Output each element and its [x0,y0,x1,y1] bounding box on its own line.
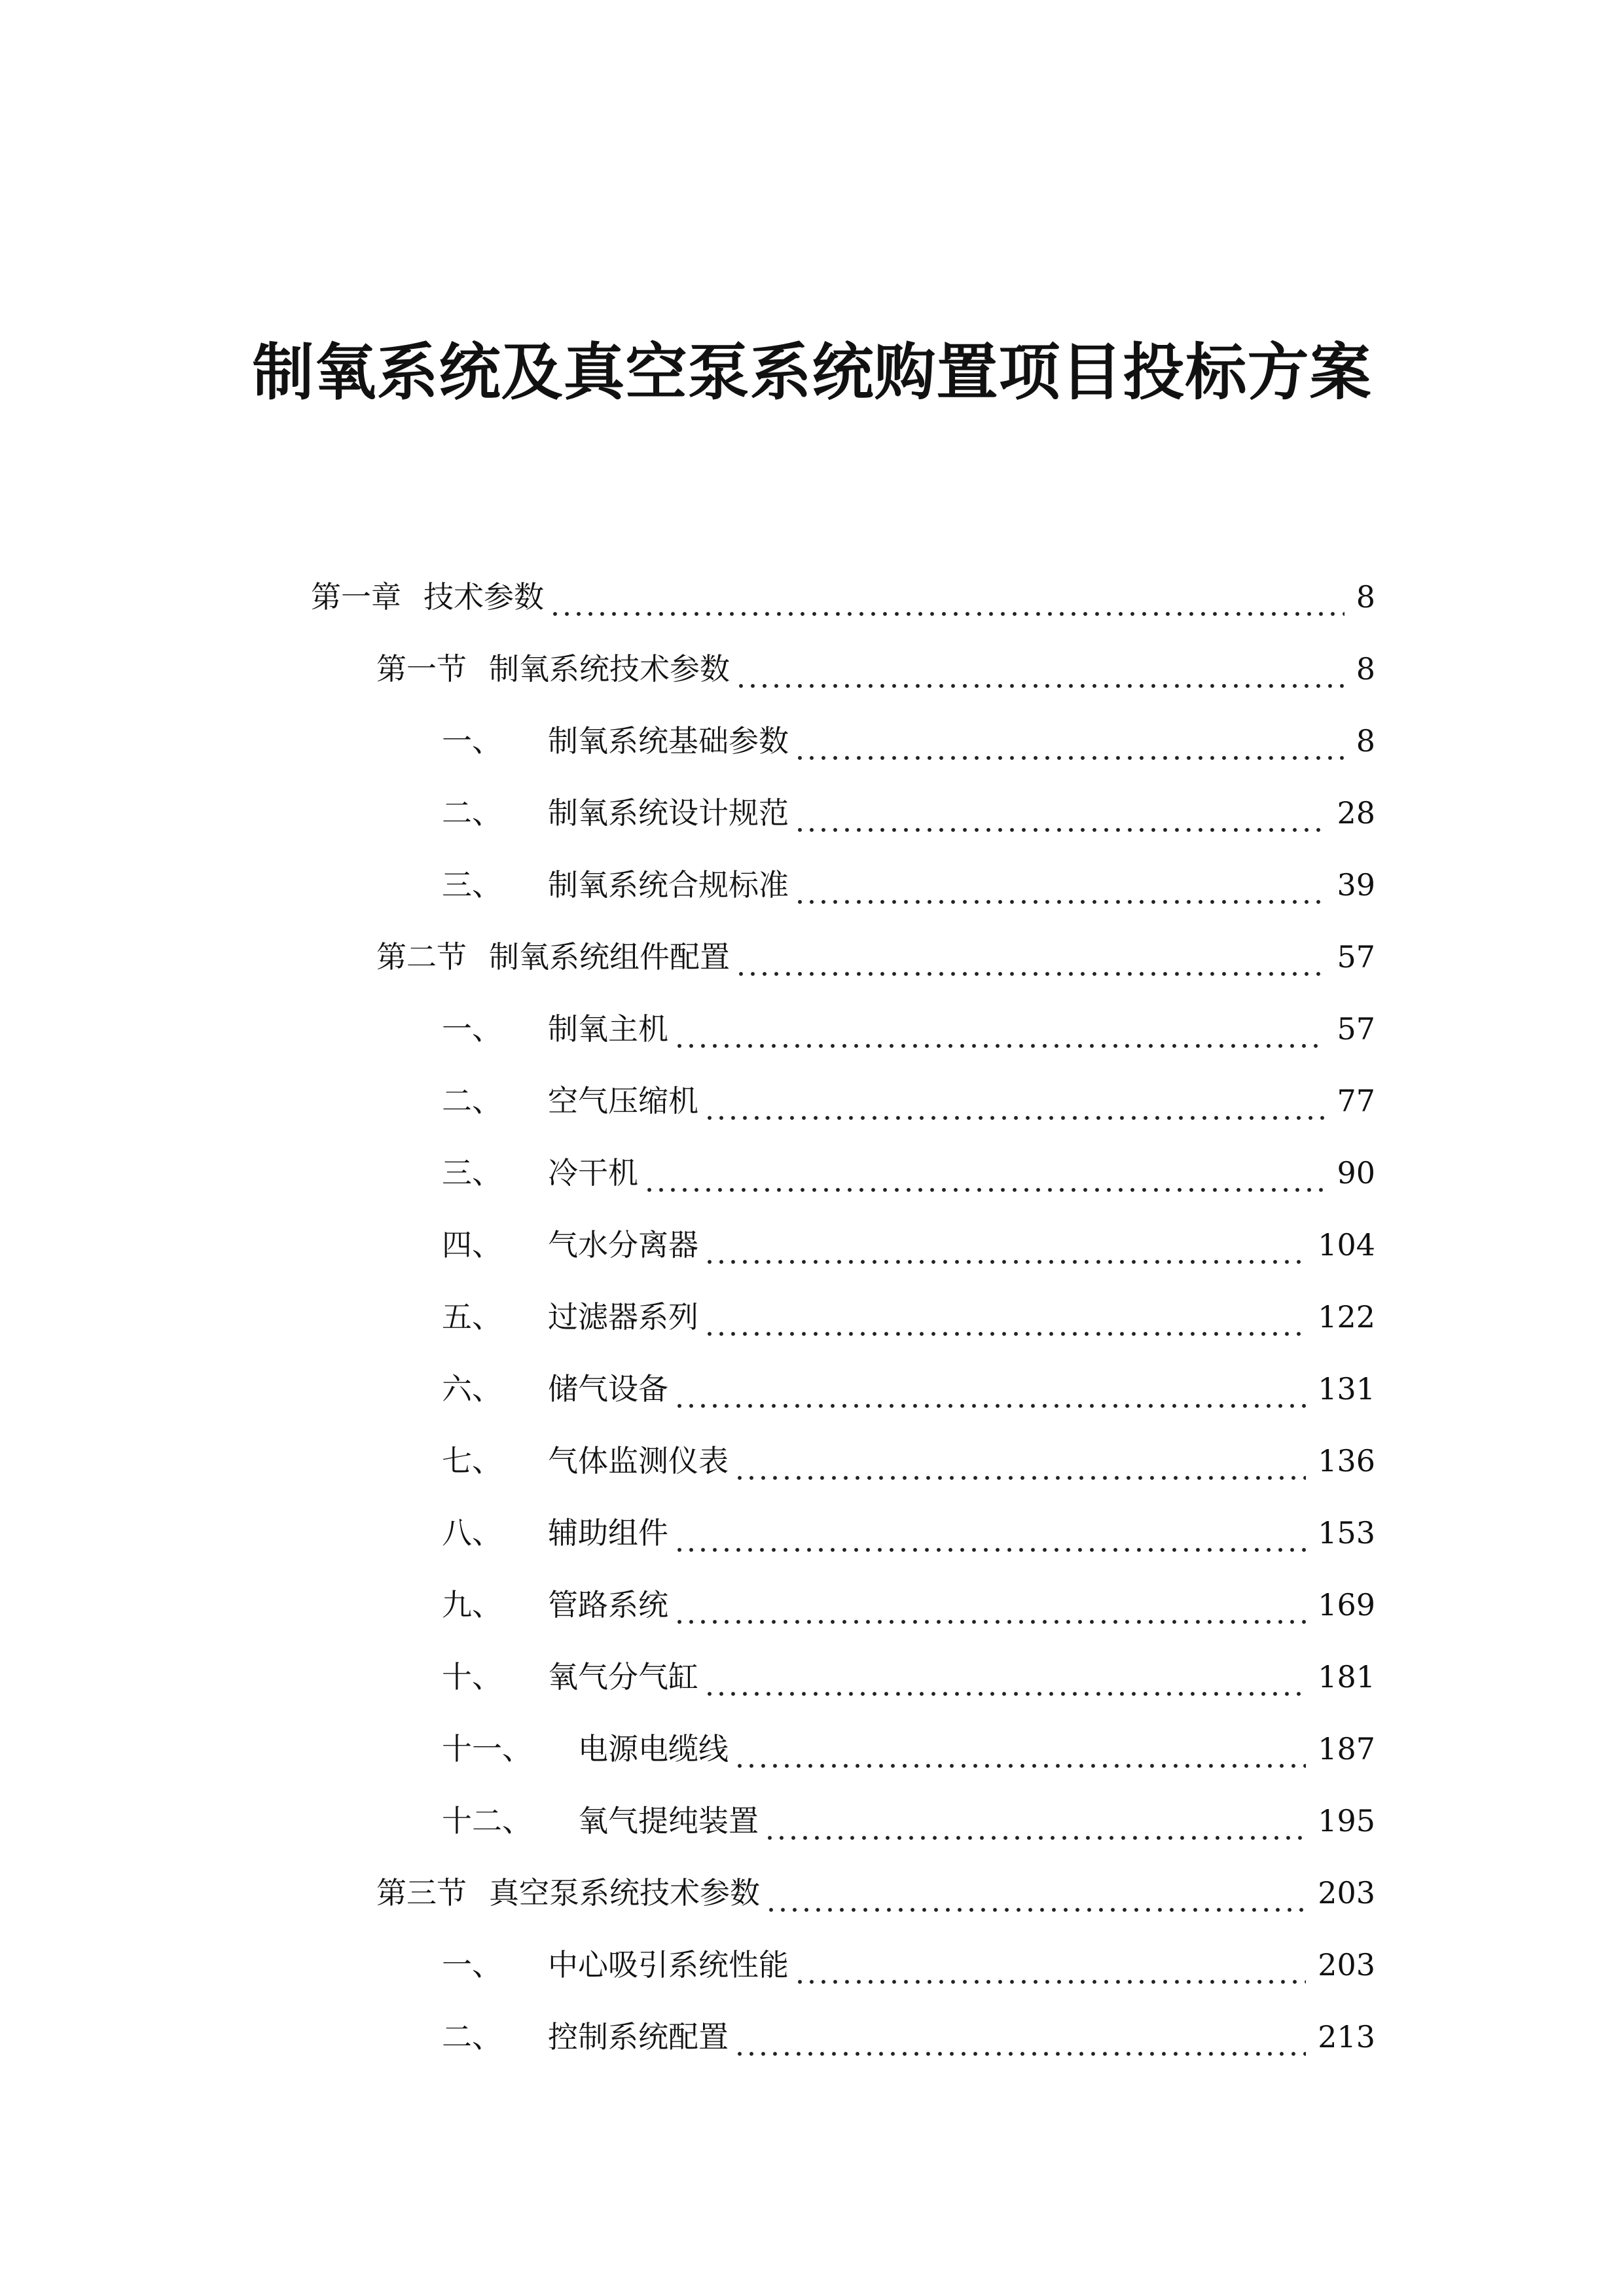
toc-entry-number: 十一、 [442,1731,532,1767]
toc-item[interactable] [442,715,1375,767]
toc-page-number: 8 [1356,651,1375,687]
toc-dot-leader [794,787,1325,839]
toc-entry-label [376,643,730,695]
toc-entry-number: 六、 [442,1371,502,1407]
toc-item[interactable] [442,1795,1375,1847]
toc-entry-title: 制氧主机 [548,1011,668,1047]
toc-entry-title: 电源电缆线 [578,1731,729,1767]
toc-dot-leader [764,1795,1306,1847]
toc-entry-title: 过滤器系列 [548,1299,698,1335]
toc-dot-leader [704,1219,1306,1271]
toc-page-number: 187 [1318,1731,1375,1767]
toc-dot-leader [734,2011,1306,2063]
toc-dot-leader [704,1075,1325,1127]
toc-entry-title: 制氧系统设计规范 [548,795,789,831]
toc-entry-label [442,787,789,839]
toc-entry-number: 第二节 [376,939,467,975]
toc-entry-label [442,1075,698,1127]
toc-entry-title: 氧气分气缸 [548,1659,698,1695]
toc-entry-title: 气体监测仪表 [548,1443,729,1479]
toc-entry-title: 中心吸引系统性能 [548,1947,789,1982]
toc-item[interactable] [442,1723,1375,1775]
toc-entry-number: 七、 [442,1443,502,1479]
toc-page-number: 104 [1318,1227,1375,1263]
toc-entry-number: 一、 [442,1011,502,1047]
toc-entry-label [442,1795,759,1847]
toc-page-number: 213 [1318,2019,1375,2054]
toc-dot-leader [734,1435,1306,1487]
toc-entry-label [442,2011,729,2063]
toc-section-3[interactable] [376,1867,1375,1919]
toc-chapter-1[interactable] [311,571,1375,623]
toc-entry-label [442,1507,668,1559]
toc-dot-leader [674,1507,1306,1559]
toc-entry-title: 制氧系统技术参数 [489,651,730,687]
toc-entry-number: 二、 [442,2019,502,2054]
toc-entry-title: 真空泵系统技术参数 [489,1875,760,1910]
toc-entry-label [311,571,544,623]
toc-item[interactable] [442,1939,1375,1991]
toc-entry-number: 三、 [442,867,502,903]
toc-dot-leader [735,643,1344,695]
toc-entry-label [442,715,789,767]
toc-section-2[interactable] [376,931,1375,983]
toc-item[interactable] [442,859,1375,911]
toc-entry-label [376,1867,760,1919]
toc-page-number: 195 [1318,1803,1375,1839]
toc-entry-title: 控制系统配置 [548,2019,729,2054]
toc-entry-number: 第一章 [311,579,401,615]
toc-item[interactable] [442,1075,1375,1127]
toc-page-number: 28 [1337,795,1375,831]
toc-entry-title: 制氧系统组件配置 [489,939,730,975]
toc-dot-leader [794,715,1344,767]
toc-dot-leader [704,1291,1306,1343]
toc-item[interactable] [442,2011,1375,2063]
toc-entry-number: 十、 [442,1659,502,1695]
toc-page-number: 136 [1318,1443,1375,1479]
toc-entry-label [376,931,730,983]
toc-dot-leader [794,1939,1306,1991]
toc-item[interactable] [442,1003,1375,1055]
toc-page-number: 169 [1318,1587,1375,1623]
toc-entry-title: 气水分离器 [548,1227,698,1263]
toc-entry-title: 氧气提纯装置 [578,1803,759,1839]
toc-dot-leader [794,859,1325,911]
toc-item[interactable] [442,1579,1375,1631]
toc-entry-title: 技术参数 [424,579,544,615]
toc-entry-number: 第一节 [376,651,467,687]
toc-item[interactable] [442,1147,1375,1199]
toc-item[interactable] [442,1507,1375,1559]
toc-dot-leader [674,1363,1306,1415]
toc-item[interactable] [442,1363,1375,1415]
toc-entry-title: 冷干机 [548,1155,638,1191]
toc-entry-label [442,859,789,911]
toc-entry-title: 空气压缩机 [548,1083,698,1119]
toc-page-number: 122 [1318,1299,1375,1335]
toc-item[interactable] [442,1651,1375,1703]
toc-entry-number: 九、 [442,1587,502,1623]
toc-entry-number: 二、 [442,795,502,831]
toc-entry-number: 三、 [442,1155,502,1191]
toc-entry-label [442,1147,638,1199]
toc-entry-number: 第三节 [376,1875,467,1910]
toc-entry-label [442,1363,668,1415]
toc-dot-leader [643,1147,1325,1199]
toc-page-number: 203 [1318,1875,1375,1910]
toc-page-number: 8 [1356,579,1375,615]
toc-entry-number: 五、 [442,1299,502,1335]
toc-entry-title: 管路系统 [548,1587,668,1623]
toc-section-1[interactable] [376,643,1375,695]
toc-item[interactable] [442,1219,1375,1271]
toc-entry-number: 一、 [442,1947,502,1982]
toc-dot-leader [734,1723,1306,1775]
toc-page-number: 39 [1337,867,1375,903]
toc-page-number: 181 [1318,1659,1375,1695]
toc-page-number: 57 [1337,1011,1375,1047]
toc-entry-label [442,1003,668,1055]
toc-page-number: 8 [1356,723,1375,759]
toc-entry-title: 制氧系统合规标准 [548,867,789,903]
toc-entry-label [442,1723,729,1775]
toc-page-number: 131 [1318,1371,1375,1407]
toc-entry-title: 储气设备 [548,1371,668,1407]
toc-entry-title: 制氧系统基础参数 [548,723,789,759]
toc-entry-number: 二、 [442,1083,502,1119]
toc-dot-leader [704,1651,1306,1703]
toc-dot-leader [735,931,1325,983]
toc-dot-leader [674,1579,1306,1631]
toc-dot-leader [674,1003,1325,1055]
toc-page-number: 90 [1337,1155,1375,1191]
toc-entry-label [442,1939,789,1991]
toc-entry-label [442,1219,698,1271]
toc-entry-label [442,1651,698,1703]
toc-dot-leader [549,571,1344,623]
toc-entry-title: 辅助组件 [548,1515,668,1551]
toc-entry-number: 十二、 [442,1803,532,1839]
toc-page-number: 77 [1337,1083,1375,1119]
toc-item[interactable] [442,1291,1375,1343]
toc-entry-number: 一、 [442,723,502,759]
toc-entry-label [442,1291,698,1343]
toc-entry-number: 八、 [442,1515,502,1551]
document-title: 制氧系统及真空泵系统购置项目投标方案 [252,337,1372,408]
toc-entry-label [442,1435,729,1487]
toc-page-number: 153 [1318,1515,1375,1551]
toc-entry-number: 四、 [442,1227,502,1263]
toc-dot-leader [765,1867,1306,1919]
toc-page-number: 203 [1318,1947,1375,1982]
toc-entry-label [442,1579,668,1631]
toc-page-number: 57 [1337,939,1375,975]
toc-item[interactable] [442,1435,1375,1487]
toc-item[interactable] [442,787,1375,839]
